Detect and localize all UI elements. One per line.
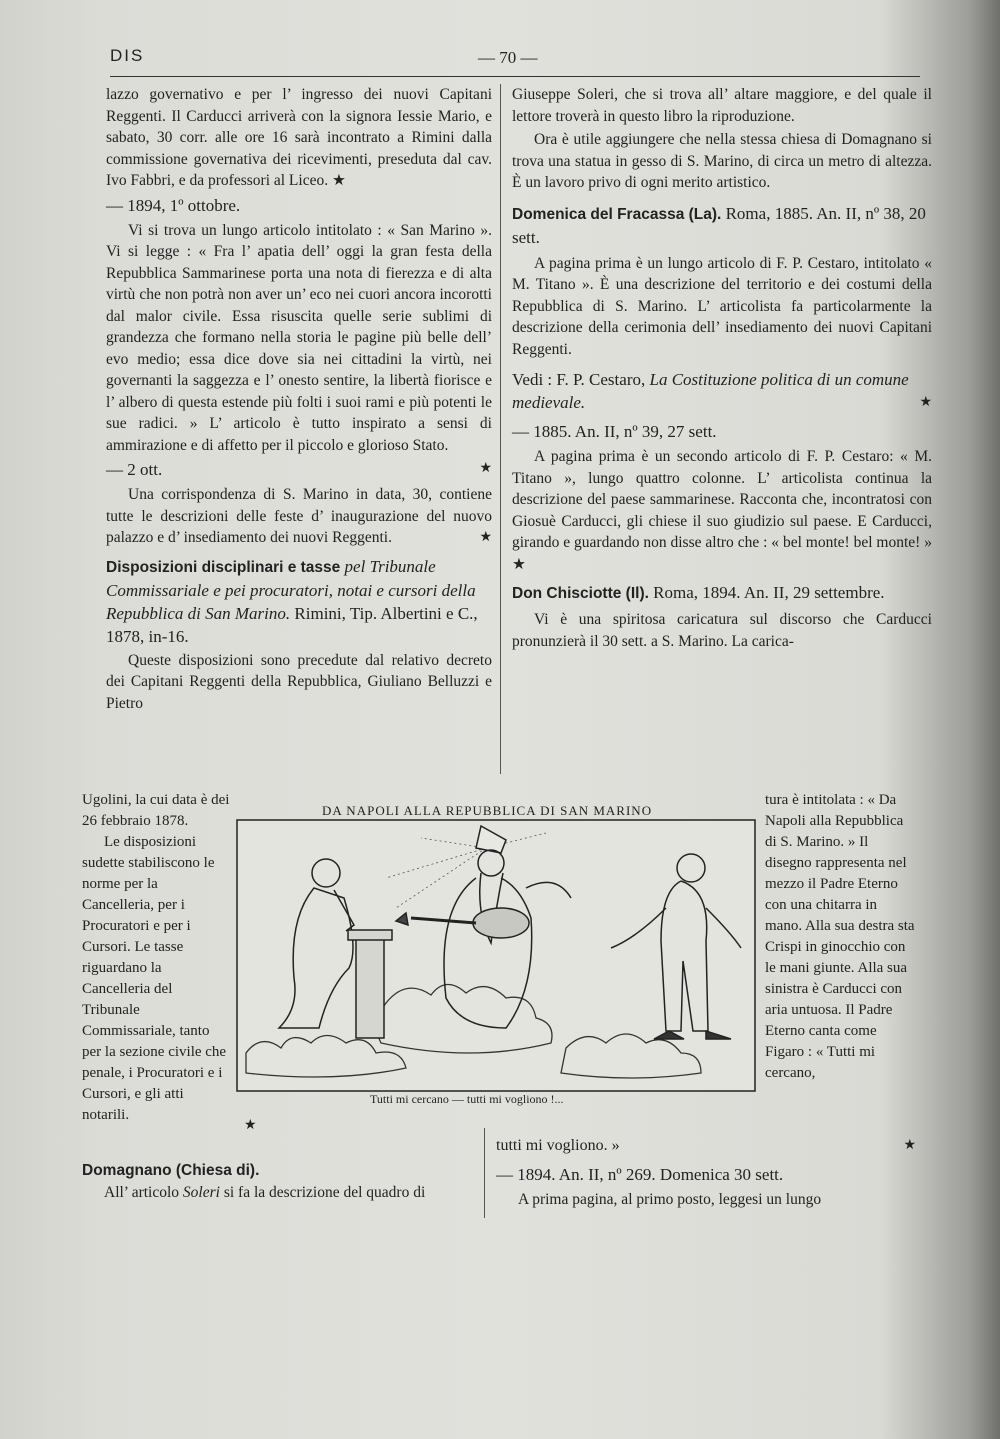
right-column [512,84,932,652]
left-paragraph-2: Vi si trova un lungo articolo intitolato : « San Marino ». Vi si legge : « Fra l’ apatia dell’ oggi la gran festa della Repubblica Sammarinese porta una nota di fierezza e di alta virtù che non potrà non aver un’ eco nei cuori ancora incorotti dal malor civile. Essa risuscita quelle serie sublimi di grandezza che formano nella storia le pagine più belle dell’ evo medio; essa dice dove sia nei cittadini la virtù, nei governanti la saggezza e l’ onesto sentire, la libertà fiorisce e l’ albero di questa estende più folti i suoi rami e più potenti le sue radici. » L’ articolo è tutto inspirato a sensi di ammirazione e di affetto per il piccolo e glorioso Stato. [106,221,492,454]
left-paragraph-7: All’ articolo Soleri si fa la descrizione del quadro di [104,1184,426,1201]
right-paragraph-2: Ora è utile aggiungere che nella stessa chiesa di Domagnano si trova una statua in gesso di S. Marino, di circa un metro di altezza. È un lavoro privo di ogni merito artistico. [512,131,932,191]
bibliography-entry [82,1158,482,1182]
left-paragraph-3: Una corrispondenza di S. Marino in data, 30, contiene tutte le descrizioni delle feste d’ inaugurazione del nuovo palazzo e d’ insediamento dei nuovi Reggenti. ★ [106,484,492,549]
column-divider-bottom [484,1128,485,1218]
entry-title: Don Chisciotte (Il). [512,585,649,602]
right-paragraph-6: tura è intitolata : « Da Napoli alla Repubblica di S. Marino. » Il disegno rappresenta nel mezzo il Padre Eterno con una chitarra in mano. Alla sua destra sta Crispi in ginocchio con le mani giunte. Alla sua sinistra è Carducci con aria untuosa. Il Padre Eterno canta come Figaro : « Tutti mi cercano, [765,792,915,1081]
right-bottom-block [496,1135,916,1210]
right-paragraph-4: A pagina prima è un secondo articolo di F. P. Cestaro: « M. Titano », lungo quattro colonne. L’ articolista continua la descrizione del paese sammarinese. Racconta che, incontratosi con Giosuè Carducci, gli chiese il suo giudizio sul paese. E Carducci, girando e guardando non disse altro che : « bel monte! bel monte! » ★ [512,448,932,573]
entry-publication: Roma, 1885. An. II, nº 38, 20 sett. [512,203,926,247]
star-mark: ★ [479,530,492,545]
illustration-title: DA NAPOLI ALLA REPUBBLICA DI SAN MARINO [322,803,653,818]
right-paragraph-3: A pagina prima è un lungo articolo di F. P. Cestaro, intitolato « M. Titano ». È una descrizione del territorio e dei costumi della Repubblica di S. Marino. L’ articolista fa particolarmente la descrizione della cerimonia dell’ insediamento dei nuovi Capitani Reggenti. [512,254,932,358]
right-paragraph-8: A prima pagina, al primo posto, leggesi un lungo [518,1190,822,1208]
entry-italic-title: pel Tribunale Commissariale e pei procuratori, notai e cursori della Repubblica di San Marino. [106,556,476,623]
left-bottom-block [82,1152,482,1204]
header-rule [110,76,920,77]
bibliography-entry [106,555,492,648]
right-paragraph-7: tutti mi vogliono. » ★ [496,1137,916,1154]
right-paragraph-1: Giuseppe Soleri, che si trova all’ altare maggiore, e del quale il lettore troverà in questo libro la riproduzione. [512,86,932,125]
entry-publication: Rimini, Tip. Albertini e C., 1878, in-16. [106,603,478,646]
left-paragraph-6: Le disposizioni sudette stabiliscono le norme per la Cancelleria, per i Procuratori e per i Cursori. Le tasse riguardano la Cancelleria del Tribunale Commissariale, tanto per la sezione civile che penale, i Procuratori e i Cursori, e gli atti notarili. [82,834,227,1123]
running-header-section: DIS [110,46,145,65]
see-also-note: Vedi : F. P. Cestaro, La Costituzione politica di un comune medievale. ★ [512,370,932,412]
entry-date: — 1894, 1º ottobre. [106,195,241,215]
entry-date: — 1894. An. II, nº 269. Domenica 30 sett. [496,1164,784,1184]
illustration-caption: Tutti mi cercano — tutti mi vogliono !... [370,1092,564,1106]
entry-title: Domagnano (Chiesa di). [82,1162,260,1179]
star-mark: ★ [479,461,492,476]
star-mark: ★ [244,1118,257,1133]
left-narrow-column [82,790,257,1133]
left-paragraph-1: lazzo governativo e per l’ ingresso dei nuovi Capitani Reggenti. Il Carducci arriverà con la signora Iessie Mario, e sabato, 30 corr. alle ore 16 sarà incontrato a Rimini dalla commissione governativa dei ricevimenti, preseduta dal cav. Ivo Fabbri, e da professori al Liceo. ★ [106,86,492,189]
entry-date: — 1885. An. II, nº 39, 27 sett. [512,422,717,441]
entry-publication: Roma, 1894. An. II, 29 settembre. [653,583,885,602]
bibliography-entry [512,202,932,249]
entry-title: Disposizioni disciplinari e tasse [106,558,341,576]
bibliography-entry [512,581,932,605]
caricature-illustration [236,818,756,1093]
left-column [106,84,492,714]
entry-date: — 2 ott. ★ [106,460,492,479]
left-paragraph-4: Queste disposizioni sono precedute dal relativo decreto dei Capitani Reggenti della Repubblica, Giuliano Belluzzi e Pietro [106,651,492,712]
page-number: — 70 — [478,48,538,67]
entry-title: Domenica del Fracassa (La). [512,205,722,223]
column-divider [500,84,501,774]
star-mark: ★ [331,172,346,189]
left-paragraph-5: Ugolini, la cui data è dei 26 febbraio 1878. [82,792,230,829]
star-mark: ★ [919,395,932,410]
right-narrow-column [765,790,915,1084]
right-paragraph-5: Vi è una spiritosa caricatura sul discorso che Carducci pronunzierà il 30 sett. a S. Marino. La carica- [512,611,932,650]
